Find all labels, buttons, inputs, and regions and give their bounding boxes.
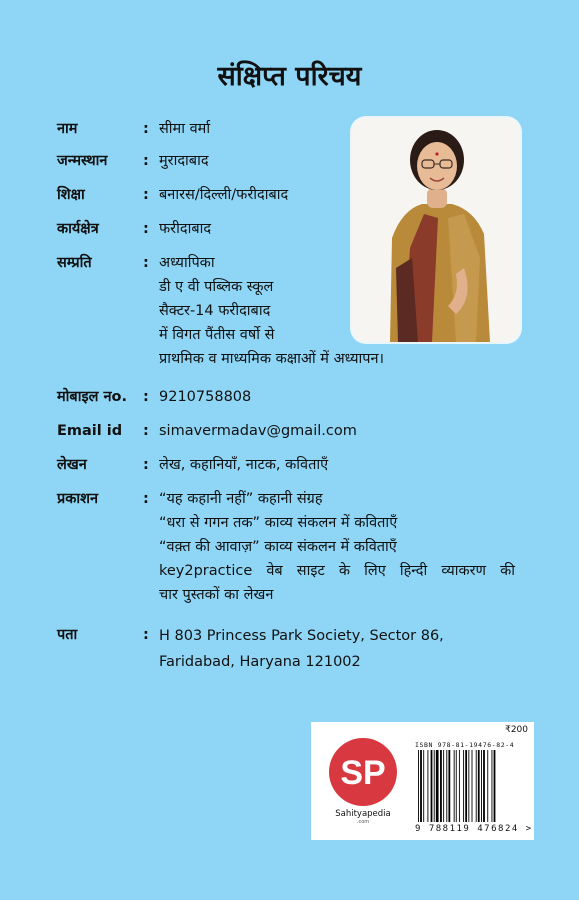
detail-colon: : — [143, 491, 149, 507]
detail-label: नाम — [57, 121, 78, 137]
barcode-bar — [456, 750, 457, 822]
detail-row-name — [57, 117, 210, 141]
detail-row-birthplace — [57, 149, 209, 173]
barcode-bar — [418, 750, 419, 822]
detail-row-mobile — [57, 385, 251, 409]
barcode-bar — [459, 750, 460, 822]
detail-colon: : — [143, 187, 149, 203]
barcode-bar — [472, 750, 473, 822]
detail-value — [159, 217, 211, 241]
value-line: में विगत पैंतीस वर्षो से — [159, 327, 275, 343]
publisher-name: Sahityapedia — [335, 809, 391, 819]
detail-colon: : — [143, 627, 149, 643]
detail-value — [159, 117, 210, 141]
detail-colon: : — [143, 423, 149, 439]
barcode-bar — [468, 750, 469, 822]
detail-row-workplace — [57, 217, 211, 241]
logo-letters: SP — [340, 754, 386, 792]
barcode-bar — [465, 750, 467, 822]
value-line: डी ए वी पब्लिक स्कूल — [159, 279, 274, 295]
detail-row-education — [57, 183, 288, 207]
detail-colon: : — [143, 389, 149, 405]
barcode-bar — [431, 750, 433, 822]
detail-label: सम्प्रति — [57, 255, 92, 271]
detail-label: लेखन — [57, 457, 87, 473]
detail-label: पता — [57, 627, 78, 643]
value-line: key2practice वेब साइट के लिए हिन्दी व्याकरण की — [159, 563, 515, 579]
value-line: Faridabad, Haryana 121002 — [159, 654, 361, 670]
barcode-bar — [481, 750, 482, 822]
detail-row-email — [57, 419, 357, 443]
barcode-bar — [434, 750, 435, 822]
detail-label: Email id — [57, 423, 123, 439]
value-line: सैक्टर-14 फरीदाबाद — [159, 303, 271, 319]
detail-value — [159, 251, 384, 371]
detail-value — [159, 453, 328, 477]
barcode-bar — [427, 750, 428, 822]
barcode-bar — [483, 750, 485, 822]
value-line: सीमा वर्मा — [159, 121, 211, 137]
detail-colon: : — [143, 255, 149, 271]
barcode-bar — [443, 750, 444, 822]
barcode-bar — [446, 750, 447, 822]
value-line: “यह कहानी नहीं” कहानी संग्रह — [159, 491, 323, 507]
value-line: चार पुस्तकों का लेखन — [159, 587, 274, 603]
barcode-bar — [440, 750, 442, 822]
barcode-bar — [476, 750, 477, 822]
sahityapedia-logo-icon — [324, 734, 402, 814]
value-line: बनारस/दिल्ली/फरीदाबाद — [159, 187, 289, 203]
value-line: लेख, कहानियाँ, नाटक, कविताएँ — [159, 457, 329, 473]
author-portrait-image — [352, 118, 520, 342]
value-line: अध्यापिका — [159, 255, 215, 271]
detail-label: जन्मस्थान — [57, 153, 108, 169]
barcode-bar — [487, 750, 488, 822]
barcode-bar — [463, 750, 464, 822]
detail-colon: : — [143, 153, 149, 169]
barcode-bar — [420, 750, 422, 822]
detail-row-publications — [57, 487, 515, 607]
author-photo — [352, 118, 520, 342]
detail-value — [159, 487, 515, 607]
value-line: प्राथमिक व माध्यमिक कक्षाओं में अध्यापन। — [159, 351, 385, 367]
detail-value — [159, 149, 209, 173]
barcode-bar — [436, 750, 439, 822]
price-label: ₹200 — [505, 725, 528, 735]
value-line: “वक़्त की आवाज़” काव्य संकलन में कविताएँ — [159, 539, 397, 555]
barcode-bar — [454, 750, 455, 822]
value-line: मुरादाबाद — [159, 153, 209, 169]
barcode-bar — [494, 750, 496, 822]
value-line: H 803 Princess Park Society, Sector 86, — [159, 628, 444, 644]
detail-label: कार्यक्षेत्र — [57, 221, 99, 237]
barcode-bar — [423, 750, 424, 822]
value-line: simavermadav@gmail.com — [159, 423, 357, 439]
barcode-bar — [478, 750, 480, 822]
detail-row-address — [57, 623, 444, 675]
detail-value — [159, 183, 288, 207]
detail-colon: : — [143, 457, 149, 473]
barcode-bar — [492, 750, 493, 822]
detail-row-writing — [57, 453, 328, 477]
detail-value — [159, 385, 251, 409]
detail-label: शिक्षा — [57, 187, 85, 203]
detail-colon: : — [143, 221, 149, 237]
value-line: फरीदाबाद — [159, 221, 212, 237]
barcode-icon — [417, 750, 525, 822]
value-line: “धरा से गगन तक” काव्य संकलन में कविताएँ — [159, 515, 398, 531]
detail-value — [159, 419, 357, 443]
value-line: 9210758808 — [159, 389, 252, 405]
barcode-number: 9 788119 476824 > — [415, 824, 533, 834]
detail-value — [159, 623, 444, 675]
isbn-text: ISBN 978-81-19476-82-4 — [415, 741, 515, 749]
detail-label: प्रकाशन — [57, 491, 99, 507]
publisher-domain: .com — [356, 819, 370, 825]
page-title: संक्षिप्त परिचय — [217, 61, 362, 92]
barcode-bar — [448, 750, 450, 822]
detail-row-current — [57, 251, 384, 371]
detail-label: मोबाइल नo. — [57, 389, 127, 405]
barcode-panel — [311, 722, 534, 840]
detail-colon: : — [143, 121, 149, 137]
